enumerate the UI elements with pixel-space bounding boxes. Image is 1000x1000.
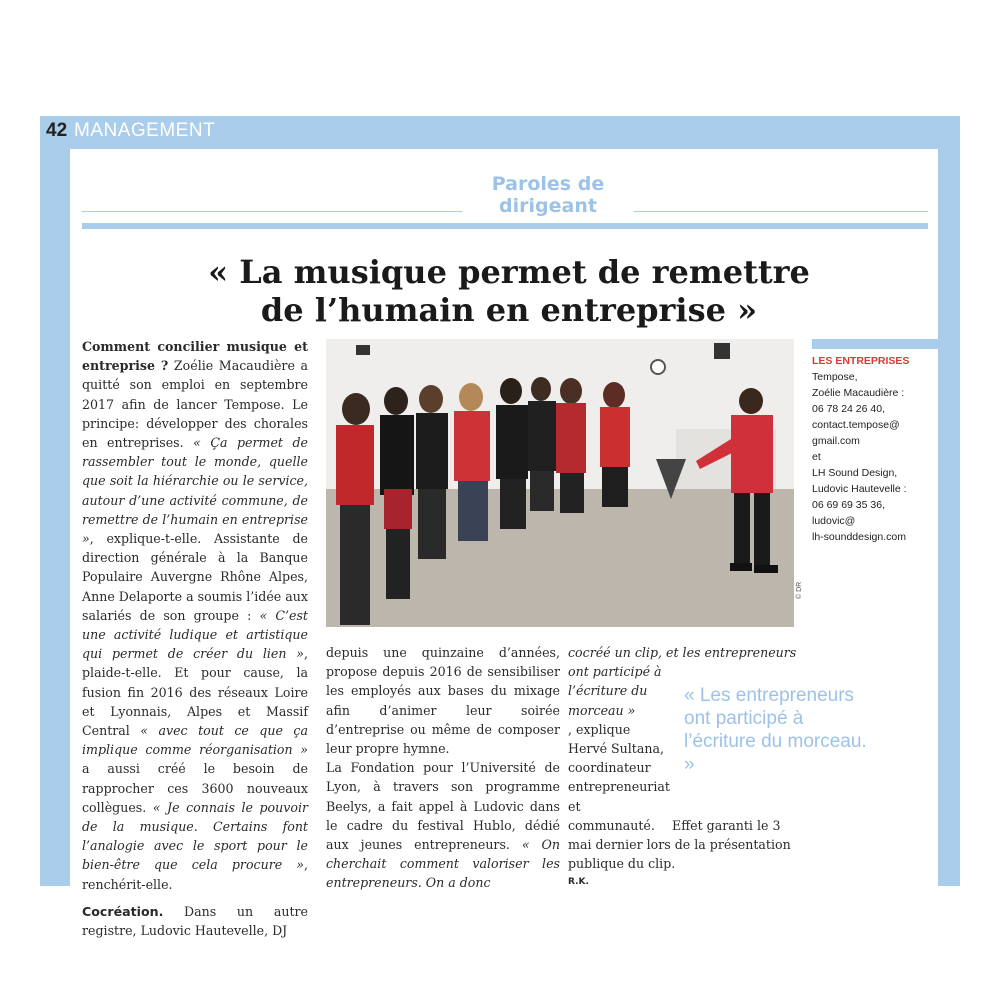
quote-run: « Je connais le pouvoir de la musique. Certains font l’analogie avec le sport pour le bien-être que cela procure » xyxy=(82,799,308,873)
sidebar-line: Ludovic Hautevelle : xyxy=(812,483,907,495)
companies-sidebar xyxy=(812,339,938,545)
text-run: Zoélie Macaudière a quitté son emploi en septembre 2017 afin de lancer Tempose. Le principe: développer des chorales en entreprises. xyxy=(82,358,309,451)
sidebar-line: gmail.com xyxy=(812,435,860,447)
article xyxy=(70,149,938,939)
rubric-label xyxy=(468,173,628,217)
sidebar-title: LES ENTREPRISES xyxy=(812,355,910,367)
quote-run: « Ça permet de rassembler tout le monde, quelle que soit la hiérarchie ou le service, autour d’une activité commune, de remettre de l’humain en entreprise » xyxy=(82,435,308,547)
text-run: Effet garanti le 3 mai dernier lors de la présentation publique du clip. xyxy=(568,817,791,872)
sidebar-line: contact.tempose@ xyxy=(812,419,900,431)
text-run: a aussi créé le besoin de rapprocher ces 3600 nouveaux collègues. xyxy=(82,761,308,815)
headline-line-2: de l’humain en entreprise » xyxy=(260,291,758,329)
choir-photo-illustration xyxy=(326,339,794,627)
article-column-1 xyxy=(82,337,308,940)
text-run: La Fondation pour l’Université de Lyon, à travers son programme Beelys, a fait appel à Ludovic dans le cadre du festival Hublo, dédié aux jeunes entrepreneurs. xyxy=(326,760,560,853)
article-headline xyxy=(90,253,928,329)
quote-run: « On cherchait comment valoriser les entrepreneurs. On a donc xyxy=(326,837,560,891)
sidebar-line: lh-sounddesign.com xyxy=(812,531,906,543)
text-run: , renchérit-elle. xyxy=(82,857,308,892)
quote-run: « avec tout ce que ça implique comme réorganisation » xyxy=(82,723,308,758)
sidebar-line: et xyxy=(812,451,821,463)
text-run: , plaide-t-elle. Et pour cause, la fusion fin 2016 des réseaux Loire et Lyonnais, Alpes et Massif Central xyxy=(82,646,308,739)
article-column-2 xyxy=(326,643,560,893)
rubric-rule-right xyxy=(634,211,928,212)
lead-question: Comment concilier musique et entreprise ? xyxy=(82,339,308,374)
column-1-paragraph-1 xyxy=(82,337,308,894)
page-number: 42 xyxy=(46,120,68,141)
text-run: , explique Hervé Sultana, coordinateur entrepreneuriat et communauté. xyxy=(568,721,670,833)
author-signature: R.K. xyxy=(568,877,589,888)
sidebar-line: ludovic@ xyxy=(812,515,856,527)
text-run: , explique-t-elle. Assistante de direction générale à la Banque Populaire Auvergne Rhône Alpes, Anne Delaporte a soumis l’idée aux salariés de son groupe : xyxy=(82,531,308,623)
sidebar-line: LH Sound Design, xyxy=(812,467,898,479)
column-2-paragraph-1: depuis une quinzaine d’années, propose depuis 2016 de sensibiliser les employés aux bases du mixage afin d’animer leur soirée d’entreprise ou même de composer leur propre hymne. xyxy=(326,645,560,757)
choir-photo xyxy=(326,339,794,627)
column-1-paragraph-2 xyxy=(82,902,308,940)
column-2-paragraph-2 xyxy=(326,758,560,892)
sidebar-bar xyxy=(812,339,938,349)
pull-quote: « Les entrepreneurs ont participé à l’écriture du morceau. » xyxy=(684,685,867,775)
quote-run: « C’est une activité ludique et artistique qui permet de créer du lien » xyxy=(82,607,308,662)
section-title: MANAGEMENT xyxy=(74,120,216,141)
quote-run: cocréé un clip, et les entrepreneurs xyxy=(568,645,797,660)
rubric-line-2: dirigeant xyxy=(499,195,597,217)
photo-credit: © DR xyxy=(796,581,803,599)
text-run: Dans un autre registre, Ludovic Hautevelle, DJ xyxy=(82,903,308,939)
rubric-line-1: Paroles de xyxy=(491,173,605,195)
sidebar-line: 06 69 69 35 36, xyxy=(812,499,885,511)
sidebar-line: 06 78 24 26 40, xyxy=(812,403,885,415)
quote-run: ont participé à l’écriture du morceau » xyxy=(568,664,662,718)
sidebar-line: Zoélie Macaudière : xyxy=(812,387,905,399)
sidebar-line: Tempose, xyxy=(812,371,858,383)
rubric-rule-left xyxy=(82,211,462,212)
headline-line-1: « La musique permet de remettre xyxy=(208,253,810,291)
rubric-bar xyxy=(82,223,928,229)
section-header xyxy=(40,116,960,149)
page-frame xyxy=(40,116,960,939)
subhead-cocreation: Cocréation. xyxy=(82,903,164,919)
